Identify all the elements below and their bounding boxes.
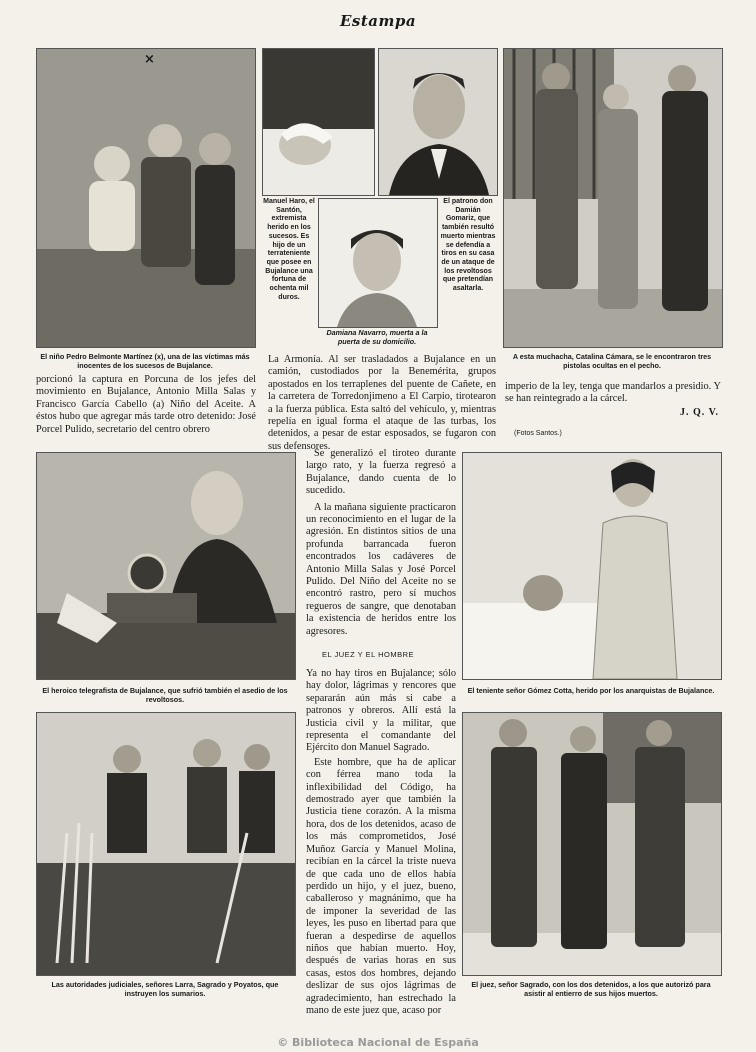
- caption-autoridades: Las autoridades judiciales, señores Larra, Sagrado y Poyatos, que instruyen los sumarios.: [51, 980, 279, 998]
- paragraph: porcionó la captura en Porcuna de los jefes del movimiento en Bujalance, Antonio Milla Salas y Francisco García Cabello (a) Niño del Aceite. A éstos hubo que agregar más tarde otro detenido: José Porcel Pulido, secretario del centro obrero: [36, 374, 256, 435]
- caption-camara: A esta muchacha, Catalina Cámara, se le encontraron tres pistolas ocultas en el pecho.: [512, 352, 712, 370]
- photo-autoridades: [36, 712, 296, 976]
- photo-gomariz: [378, 48, 498, 196]
- article-text-col3: [505, 381, 721, 406]
- footer-copyright: © Biblioteca Nacional de España: [277, 1036, 479, 1049]
- photo-cotta: [462, 452, 722, 680]
- paragraph: Ya no hay tiros en Bujalance; sólo hay dolor, lágrimas y rencores que separarán aún más si cabe a patronos y obreros. Allí está la Justicia civil y la militar, que representa el comandante del Ejército don Manuel Sagrado.: [306, 668, 456, 754]
- caption-haro: Manuel Haro, el Santón, extremista herido en los sucesos. Es hijo de un terrateniente que posee en Bujalance una fortuna de ochenta mil duros.: [263, 198, 315, 301]
- photo-navarro: [318, 198, 438, 328]
- caption-cotta: El teniente señor Gómez Cotta, herido por los anarquistas de Bujalance.: [467, 686, 715, 695]
- paragraph: Este hombre, que ha de aplicar con férrea mano toda la inflexibilidad del Código, ha demostrado ayer que también la Justicia tiene corazón. A la misma hora, dos de los detenidos, acaso de los más comprometidos, José Muñoz García y Manuel Molina, recibían en la cárcel la triste nueva de que cada uno de ellos había perdido un hijo, y el juez, bueno, caballeroso y magnánimo, que ha de imponer la severidad de las leyes, les puso en libertad para que fueran a despedirse de aquellos niños que habían muerto. Hoy, después de varias horas en sus casas, estos dos hombres, dejando deslizar de sus ojos lágrimas de agradecimiento, han estrechado la mano de este juez que, acaso por: [306, 756, 456, 1016]
- article-text-col2-mid: [306, 448, 456, 638]
- photo-haro: [262, 48, 375, 196]
- photo-child: [36, 48, 256, 348]
- photo-credit: (Fotos Santos.): [514, 430, 562, 437]
- paragraph: imperio de la ley, tenga que mandarlos a presidio. Y se han reintegrado a la cárcel.: [505, 381, 721, 405]
- photo-juez: [462, 712, 722, 976]
- article-text-col2-top: [268, 354, 496, 453]
- paragraph: La Armonía. Al ser trasladados a Bujalance en un camión, custodiados por la Benemérita, grupos apostados en los terraplenes del puente de Cañete, en la carretera de Torredonjimeno a El Carpio, tirotearon a la fuerza pública. Esta saltó del vehículo, y, mientras repelía en igual forma el ataque de las turbas, los detenidos, a pesar de estar esposados, se fugaron con sus defensores.: [268, 354, 496, 452]
- caption-child: El niño Pedro Belmonte Martínez (x), una de las víctimas más inocentes de los sucesos de Bujalance.: [40, 352, 250, 370]
- caption-gomariz: El patrono don Damián Gomariz, que también resultó muerto mientras se defendía a tiros en su casa de un ataque de los revoltosos que pretendían asaltarla.: [440, 198, 496, 293]
- paragraph: Se generalizó el tiroteo durante largo rato, y la fuerza regresó a Bujalance, dando cuenta de lo sucedido.: [306, 448, 456, 497]
- caption-telegrafista: El heroico telegrafista de Bujalance, que sufrió también el asedio de los revoltosos.: [42, 686, 288, 704]
- article-text-col2-lower: [306, 668, 456, 1017]
- signature: J. Q. V.: [680, 407, 720, 418]
- section-subhead: EL JUEZ Y EL HOMBRE: [322, 650, 415, 659]
- photo-telegrafista: [36, 452, 296, 680]
- article-text-col1: [36, 374, 256, 436]
- photo-camara: [503, 48, 723, 348]
- caption-navarro: Damiana Navarro, muerta a la puerta de su domicilio.: [326, 328, 428, 346]
- paragraph: A la mañana siguiente practicaron un reconocimiento en el lugar de la agresión. En distintos sitios de una profunda barrancada fueron encontrados los cadáveres de Antonio Milla Salas y José Porcel Pulido. Del Niño del Aceite no se encontró rastro, pero sí muchos regueros de sangre, que denotaban la existencia de heridos entre los agresores.: [306, 501, 456, 637]
- cross-mark: ×: [144, 52, 155, 67]
- caption-juez: El juez, señor Sagrado, con los dos detenidos, a los que autorizó para asistir al entierro de sus hijos muertos.: [471, 980, 711, 998]
- masthead: Estampa: [339, 12, 417, 30]
